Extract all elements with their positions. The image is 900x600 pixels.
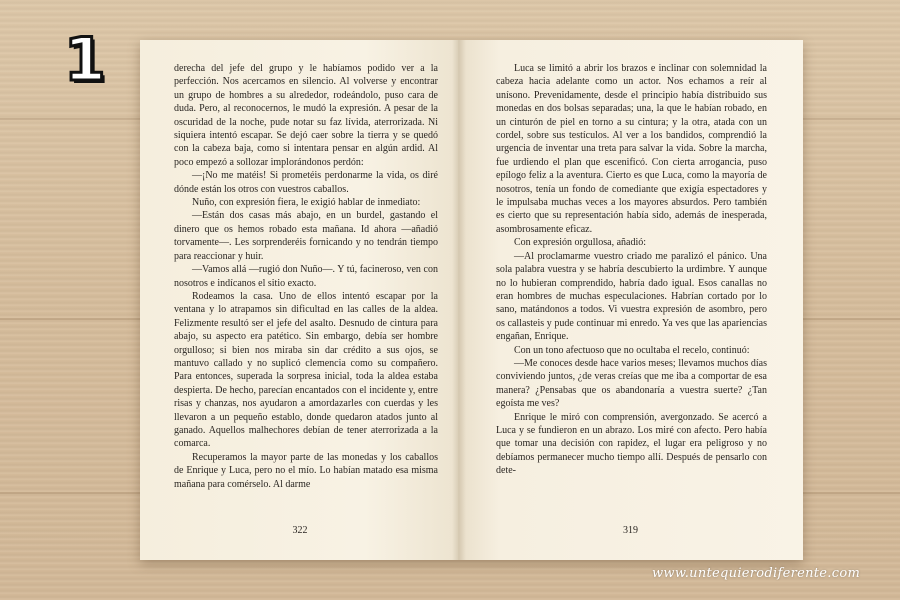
paragraph: Rodeamos la casa. Uno de ellos intentó escapar por la ventana y lo atrapamos sin dificultad en las calles de la aldea. Felizmente resultó ser el jefe del asalto. Desnudo de cintura para abajo, su aspecto era patético. Sin embargo, debía ser hombre orgulloso; si bien nos miraba sin dar crédito a sus ojos, se mantuvo callado y no suplicó clemencia como su compañero. Para entonces, superada la sorpresa inicial, toda la aldea estaba despierta. De hecho, parecían encantados con el incidente y, entre risas y chanzas, nos ayudaron a amordazarles con cuerdas y les llevaron a un pequeño establo, donde quedaron atados junto al ganado. Aquellos malhechores debían de tener aterrorizada a la comarca. — [174, 290, 438, 450]
open-book — [140, 40, 800, 560]
left-page — [140, 40, 460, 560]
paragraph: Con expresión orgullosa, añadió: — [514, 237, 647, 249]
right-page-text — [496, 62, 767, 478]
watermark-url: www.untequierodiferente.com — [652, 566, 861, 581]
paragraph: —Me conoces desde hace varios meses; llevamos muchos días conviviendo juntos, ¿de veras creías que me iba a comportar de esa manera? ¿Pensabas que os abandonaría a vuestra suerte? ¿Tan egoísta me ves? — [496, 357, 767, 410]
step-number: 1 — [64, 25, 106, 95]
paragraph: derecha del jefe del grupo y le habíamos podido ver a la perfección. Nos acercamos en silencio. Al volverse y encontrar un grupo de hombres a su alrededor, rodeándolo, puso cara de duda. Pero, al reconocernos, le mudó la expresión. A pesar de la oscuridad de la noche, pude notar su faz lívida, aterrorizada. Ni siquiera intentó escapar. Se dejó caer sobre la tierra y se quedó con la cabeza baja, como si intentara pensar en algún ardid. Al poco empezó a sollozar implorándonos perdón: — [174, 63, 438, 168]
right-page — [458, 40, 803, 560]
left-page-number: 322 — [292, 525, 308, 536]
left-page-text — [174, 62, 438, 491]
book-gutter — [452, 40, 466, 560]
paragraph: Recuperamos la mayor parte de las monedas y los caballos de Enrique y Luca, pero no el mío. Lo habían matado esa misma mañana para comérselo. Al darme — [174, 451, 438, 490]
paragraph: —¡No me matéis! Si prometéis perdonarme la vida, os diré dónde están los otros con vuestros caballos. — [174, 170, 438, 195]
paragraph: —Vamos allá —rugió don Nuño—. Y tú, facineroso, ven con nosotros e indícanos el sitio exacto. — [174, 264, 438, 289]
paragraph: —Al proclamarme vuestro criado me paralizó el pánico. Una sola palabra vuestra y se habría descubierto la urdimbre. Y aunque no lo hubieran comprendido, habría dado igual. Esos canallas no eran hombres de muchas especulaciones. Habrían cortado por lo sano, matándonos a todos. Vi vuestra expresión de asombro, pero os callasteis y pude continuar mi enredo. Ya ves que las apariencias engañan, Enrique. — [496, 250, 767, 343]
paragraph: Nuño, con expresión fiera, le exigió hablar de inmediato: — [192, 197, 421, 209]
right-page-number: 319 — [623, 525, 638, 536]
paragraph: Con un tono afectuoso que no ocultaba el recelo, continuó: — [514, 344, 750, 356]
paragraph: Enrique le miró con comprensión, avergonzado. Se acercó a Luca y se fundieron en un abrazo. Los miré con afecto. Pero había que tomar una decisión con rapidez, el lugar era peligroso y no debíamos permanecer mucho tiempo allí. Después de pensarlo con dete- — [496, 411, 767, 477]
paragraph: Luca se limitó a abrir los brazos e inclinar con solemnidad la cabeza hacia adelante como un actor. Nos echamos a reír al unísono. Prevenidamente, desde el principio había distribuido sus monedas en dos bolsas separadas; una, la que le habían robado, en un cinturón de piel en torno a su cintura; y la otra, atada con un cordel, sobre sus testículos. Al ver a los bandidos, comprendió la urgencia de inventar una treta para salvar la vida. Sobre la marcha, fue urdiendo el plan que escenificó. Con cierta arrogancia, puso epílogo feliz a la aventura. Cierto es que Luca, como la mayoría de nosotros, tenía un fondo de comediante que exigía espectadores y le impulsaba muchas veces a los mayores absurdos. Pero también es cierto que su representación había sido, además de inesperada, asombrosamente eficaz. — [496, 63, 767, 235]
paragraph: —Están dos casas más abajo, en un burdel, gastando el dinero que os hemos robado esta mañana. Id ahora —añadió torvamente—. Les sorprenderéis fornicando y no tendrán tiempo para reaccionar y huir. — [174, 210, 438, 262]
